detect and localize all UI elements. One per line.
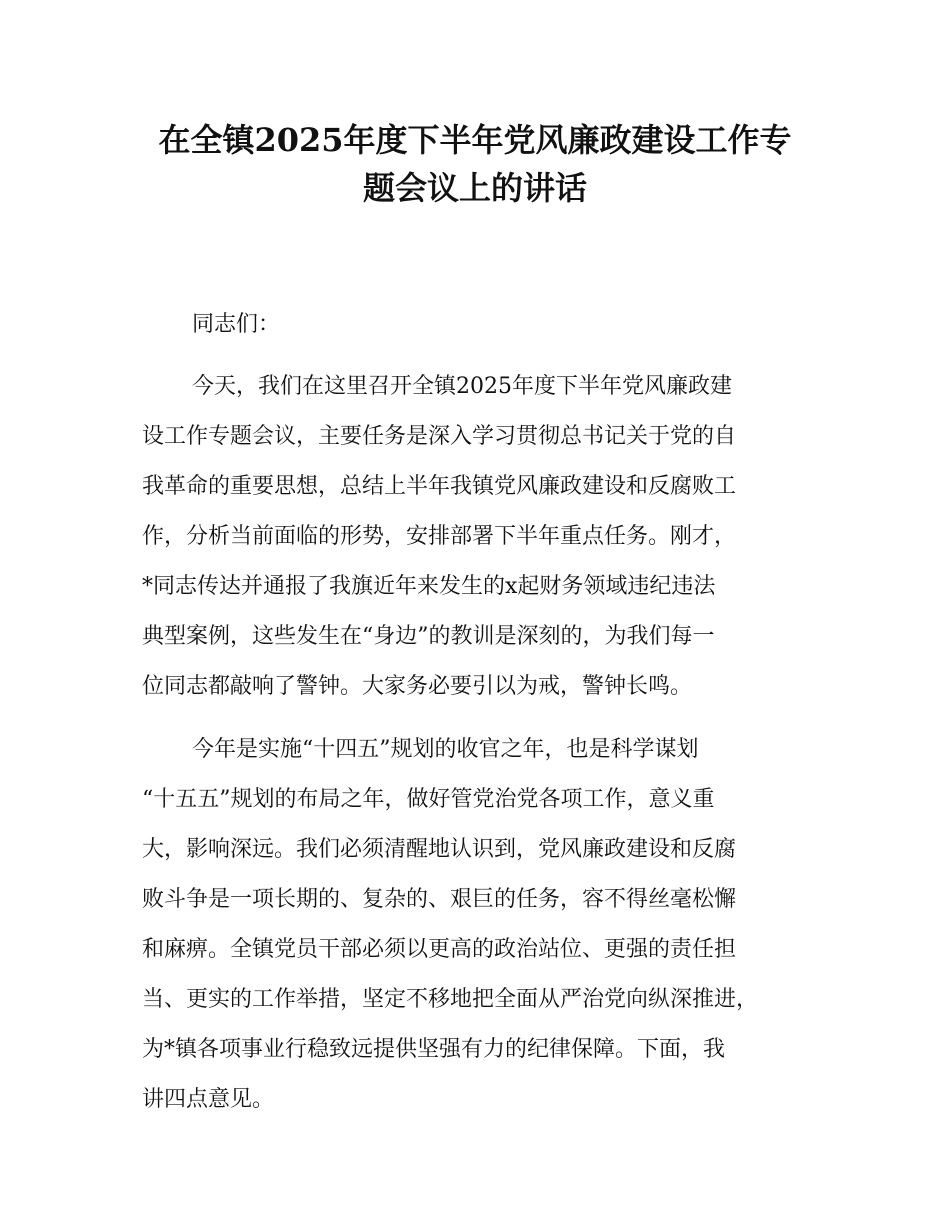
paragraph-1-line-4: 作，分析当前面临的形势，安排部署下半年重点任务。刚才， [142, 524, 737, 549]
salutation: 同志们： [192, 312, 281, 337]
paragraph-1-line-1: 今天，我们在这里召开全镇2025年度下半年党风廉政建 [192, 374, 732, 399]
paragraph-1-line-2: 设工作专题会议，主要任务是深入学习贯彻总书记关于党的自 [142, 424, 737, 449]
paragraph-2-line-7: 为*镇各项事业行稳致远提供坚强有力的纪律保障。下面，我 [142, 1037, 726, 1062]
paragraph-2-line-6: 当、更实的工作举措，坚定不移地把全面从严治党向纵深推进， [142, 987, 759, 1012]
paragraph-1-line-5: *同志传达并通报了我旗近年来发生的x起财务领域违纪违法 [142, 574, 716, 599]
paragraph-1-line-6: 典型案例，这些发生在“身边”的教训是深刻的，为我们每一 [142, 624, 715, 649]
paragraph-2-line-8: 讲四点意见。 [142, 1087, 275, 1112]
paragraph-2-line-4: 败斗争是一项长期的、复杂的、艰巨的任务，容不得丝毫松懈 [142, 887, 737, 912]
paragraph-2-line-2: “十五五”规划的布局之年，做好管党治党各项工作，意义重 [142, 787, 715, 812]
paragraph-2-line-1: 今年是实施“十四五”规划的收官之年，也是科学谋划 [192, 737, 699, 762]
paragraph-2-line-5: 和麻痹。全镇党员干部必须以更高的政治站位、更强的责任担 [142, 937, 737, 962]
paragraph-1-line-7: 位同志都敲响了警钟。大家务必要引以为戒，警钟长鸣。 [142, 674, 693, 699]
paragraph-1-line-3: 我革命的重要思想，总结上半年我镇党风廉政建设和反腐败工 [142, 474, 737, 499]
document-title-line-2: 题会议上的讲话 [362, 169, 587, 207]
document-title-line-1: 在全镇2025年度下半年党风廉政建设工作专 [158, 121, 792, 159]
paragraph-2-line-3: 大，影响深远。我们必须清醒地认识到，党风廉政建设和反腐 [142, 837, 737, 862]
